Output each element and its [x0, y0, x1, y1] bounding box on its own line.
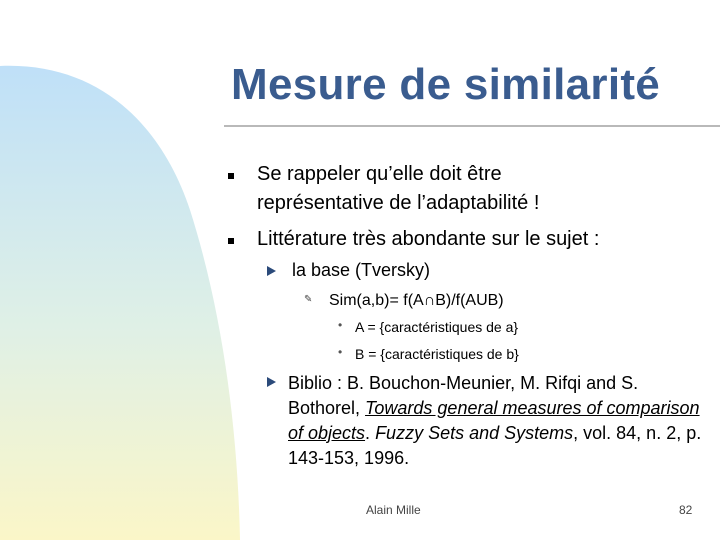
biblio-title-link[interactable]: Towards general measures of comparison of objects	[288, 398, 700, 443]
footer-author: Alain Mille	[366, 503, 421, 517]
title-divider	[224, 125, 720, 127]
bullet-triangle-icon	[267, 266, 276, 276]
page-number: 82	[679, 503, 693, 517]
bullet-dot-icon: •	[338, 345, 343, 359]
biblio-journal: Fuzzy Sets and Systems	[375, 423, 574, 443]
bullet-square-icon	[228, 173, 234, 179]
definition-a: A = {caractéristiques de a}	[355, 319, 519, 335]
sub-bullet-tversky: la base (Tversky)	[292, 260, 431, 280]
slide-title: Mesure de similarité	[231, 60, 661, 109]
pencil-icon: ✎	[304, 294, 313, 305]
biblio-mid: .	[365, 423, 376, 443]
bullet-1-line-2: représentative de l’adaptabilité !	[257, 192, 540, 214]
bullet-square-icon	[228, 238, 234, 244]
bullet-triangle-icon	[267, 377, 276, 387]
bullet-1-line-1: Se rappeler qu’elle doit être	[257, 163, 502, 185]
bullet-2: Littérature très abondante sur le sujet :	[257, 228, 600, 250]
biblio-prefix: Biblio : B. Bouchon-Meunier, M. Rifqi and S. Bothorel,	[288, 373, 639, 418]
biblio-suffix: , vol. 84, n. 2, p. 143-153, 1996.	[288, 423, 702, 468]
formula: Sim(a,b)= f(A∩B)/f(AUB)	[329, 292, 504, 309]
definition-b: B = {caractéristiques de b}	[355, 346, 519, 362]
bullet-dot-icon: •	[338, 318, 343, 332]
biblio-reference	[288, 371, 708, 471]
